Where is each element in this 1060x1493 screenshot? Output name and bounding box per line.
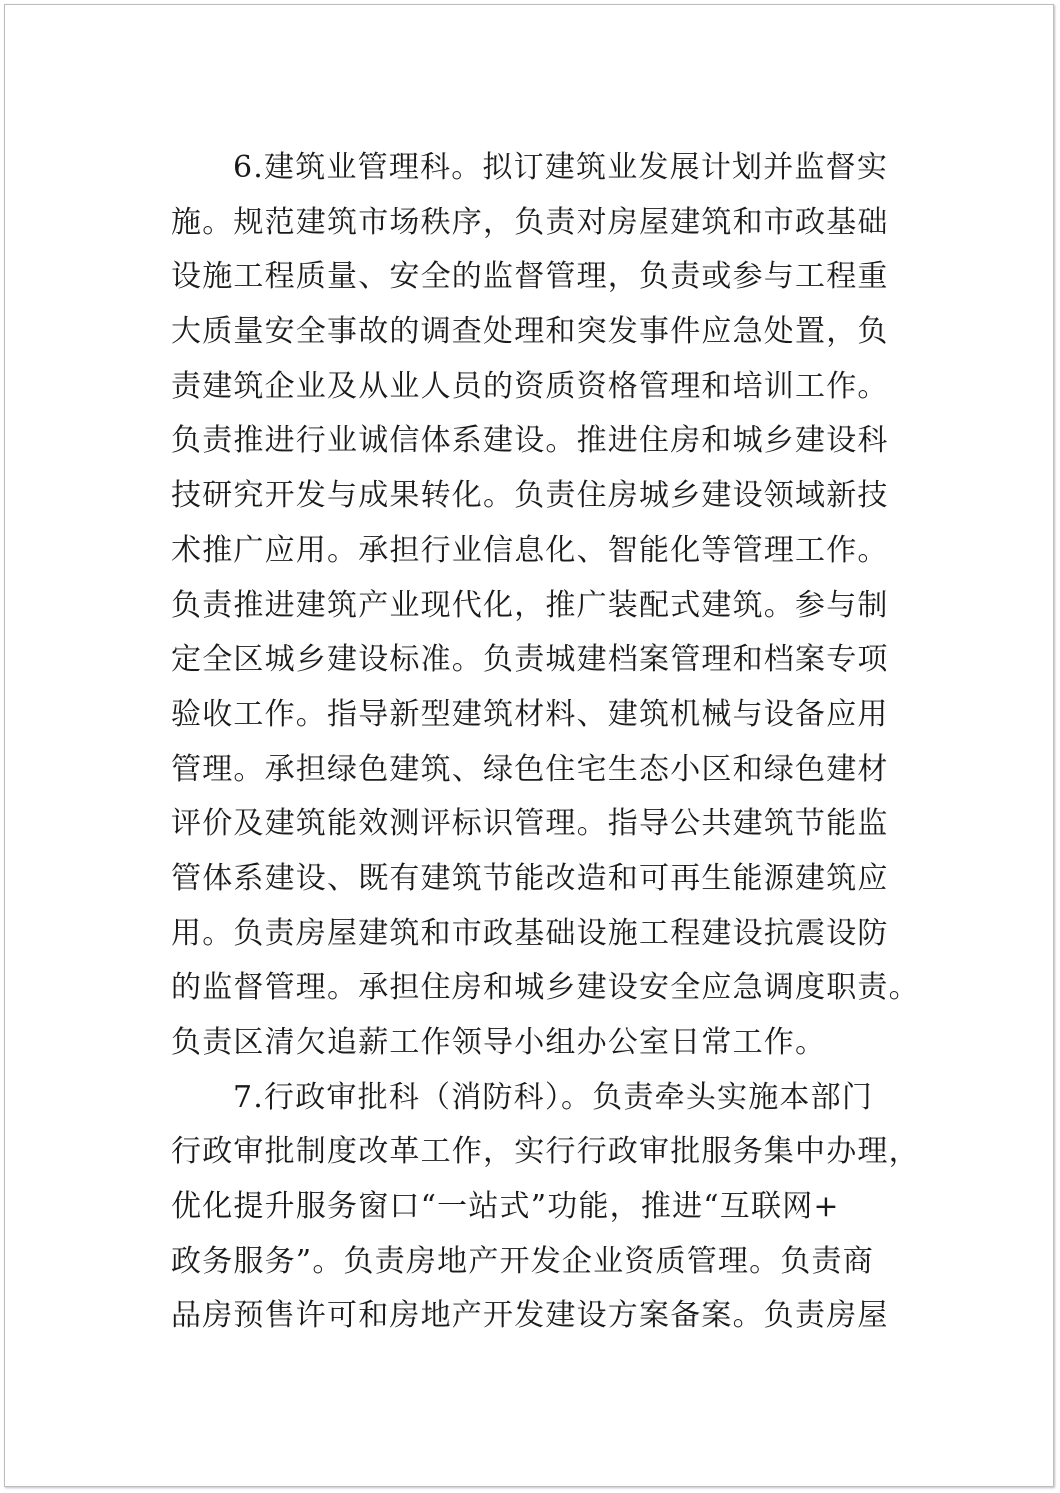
paragraph-line: 6.建筑业管理科。拟订建筑业发展计划并监督实 [233, 150, 889, 185]
paragraph-line: 负责区清欠追薪工作领导小组办公室日常工作。 [171, 1025, 827, 1060]
document-page [4, 4, 1054, 1487]
paragraph-line: 7.行政审批科（消防科）。负责牵头实施本部门 [233, 1079, 874, 1115]
paragraph-line: 负责推进建筑产业现代化，推广装配式建筑。参与制 [171, 587, 889, 623]
paragraph-line: 管体系建设、既有建筑节能改造和可再生能源建筑应 [171, 860, 889, 896]
paragraph-line: 责建筑企业及从业人员的资质资格管理和培训工作。 [171, 368, 889, 404]
paragraph-line: 验收工作。指导新型建筑材料、建筑机械与设备应用 [171, 696, 889, 732]
paragraph-line: 设施工程质量、安全的监督管理，负责或参与工程重 [171, 259, 889, 295]
document-body [171, 141, 931, 1344]
paragraph-line: 政务服务”。负责房地产开发企业资质管理。负责商 [171, 1243, 874, 1279]
paragraph-line: 大质量安全事故的调查处理和突发事件应急处置，负 [171, 314, 889, 350]
paragraph-line: 优化提升服务窗口“一站式”功能，推进“互联网+ [171, 1189, 840, 1225]
paragraph-line: 用。负责房屋建筑和市政基础设施工程建设抗震设防 [171, 915, 889, 951]
paragraph-line: 技研究开发与成果转化。负责住房城乡建设领域新技 [171, 478, 889, 514]
paragraph-line: 负责推进行业诚信体系建设。推进住房和城乡建设科 [171, 423, 889, 459]
paragraph-line: 评价及建筑能效测评标识管理。指导公共建筑节能监 [171, 806, 889, 842]
paragraph-line: 的监督管理。承担住房和城乡建设安全应急调度职责。 [171, 970, 920, 1006]
paragraph-line: 定全区城乡建设标准。负责城建档案管理和档案专项 [171, 642, 889, 678]
paragraph-line: 施。规范建筑市场秩序，负责对房屋建筑和市政基础 [171, 204, 889, 240]
paragraph-line: 术推广应用。承担行业信息化、智能化等管理工作。 [171, 532, 889, 568]
paragraph-line: 品房预售许可和房地产开发建设方案备案。负责房屋 [171, 1298, 889, 1334]
paragraph-line: 管理。承担绿色建筑、绿色住宅生态小区和绿色建材 [171, 751, 889, 787]
paragraph-line: 行政审批制度改革工作，实行行政审批服务集中办理， [171, 1134, 920, 1170]
